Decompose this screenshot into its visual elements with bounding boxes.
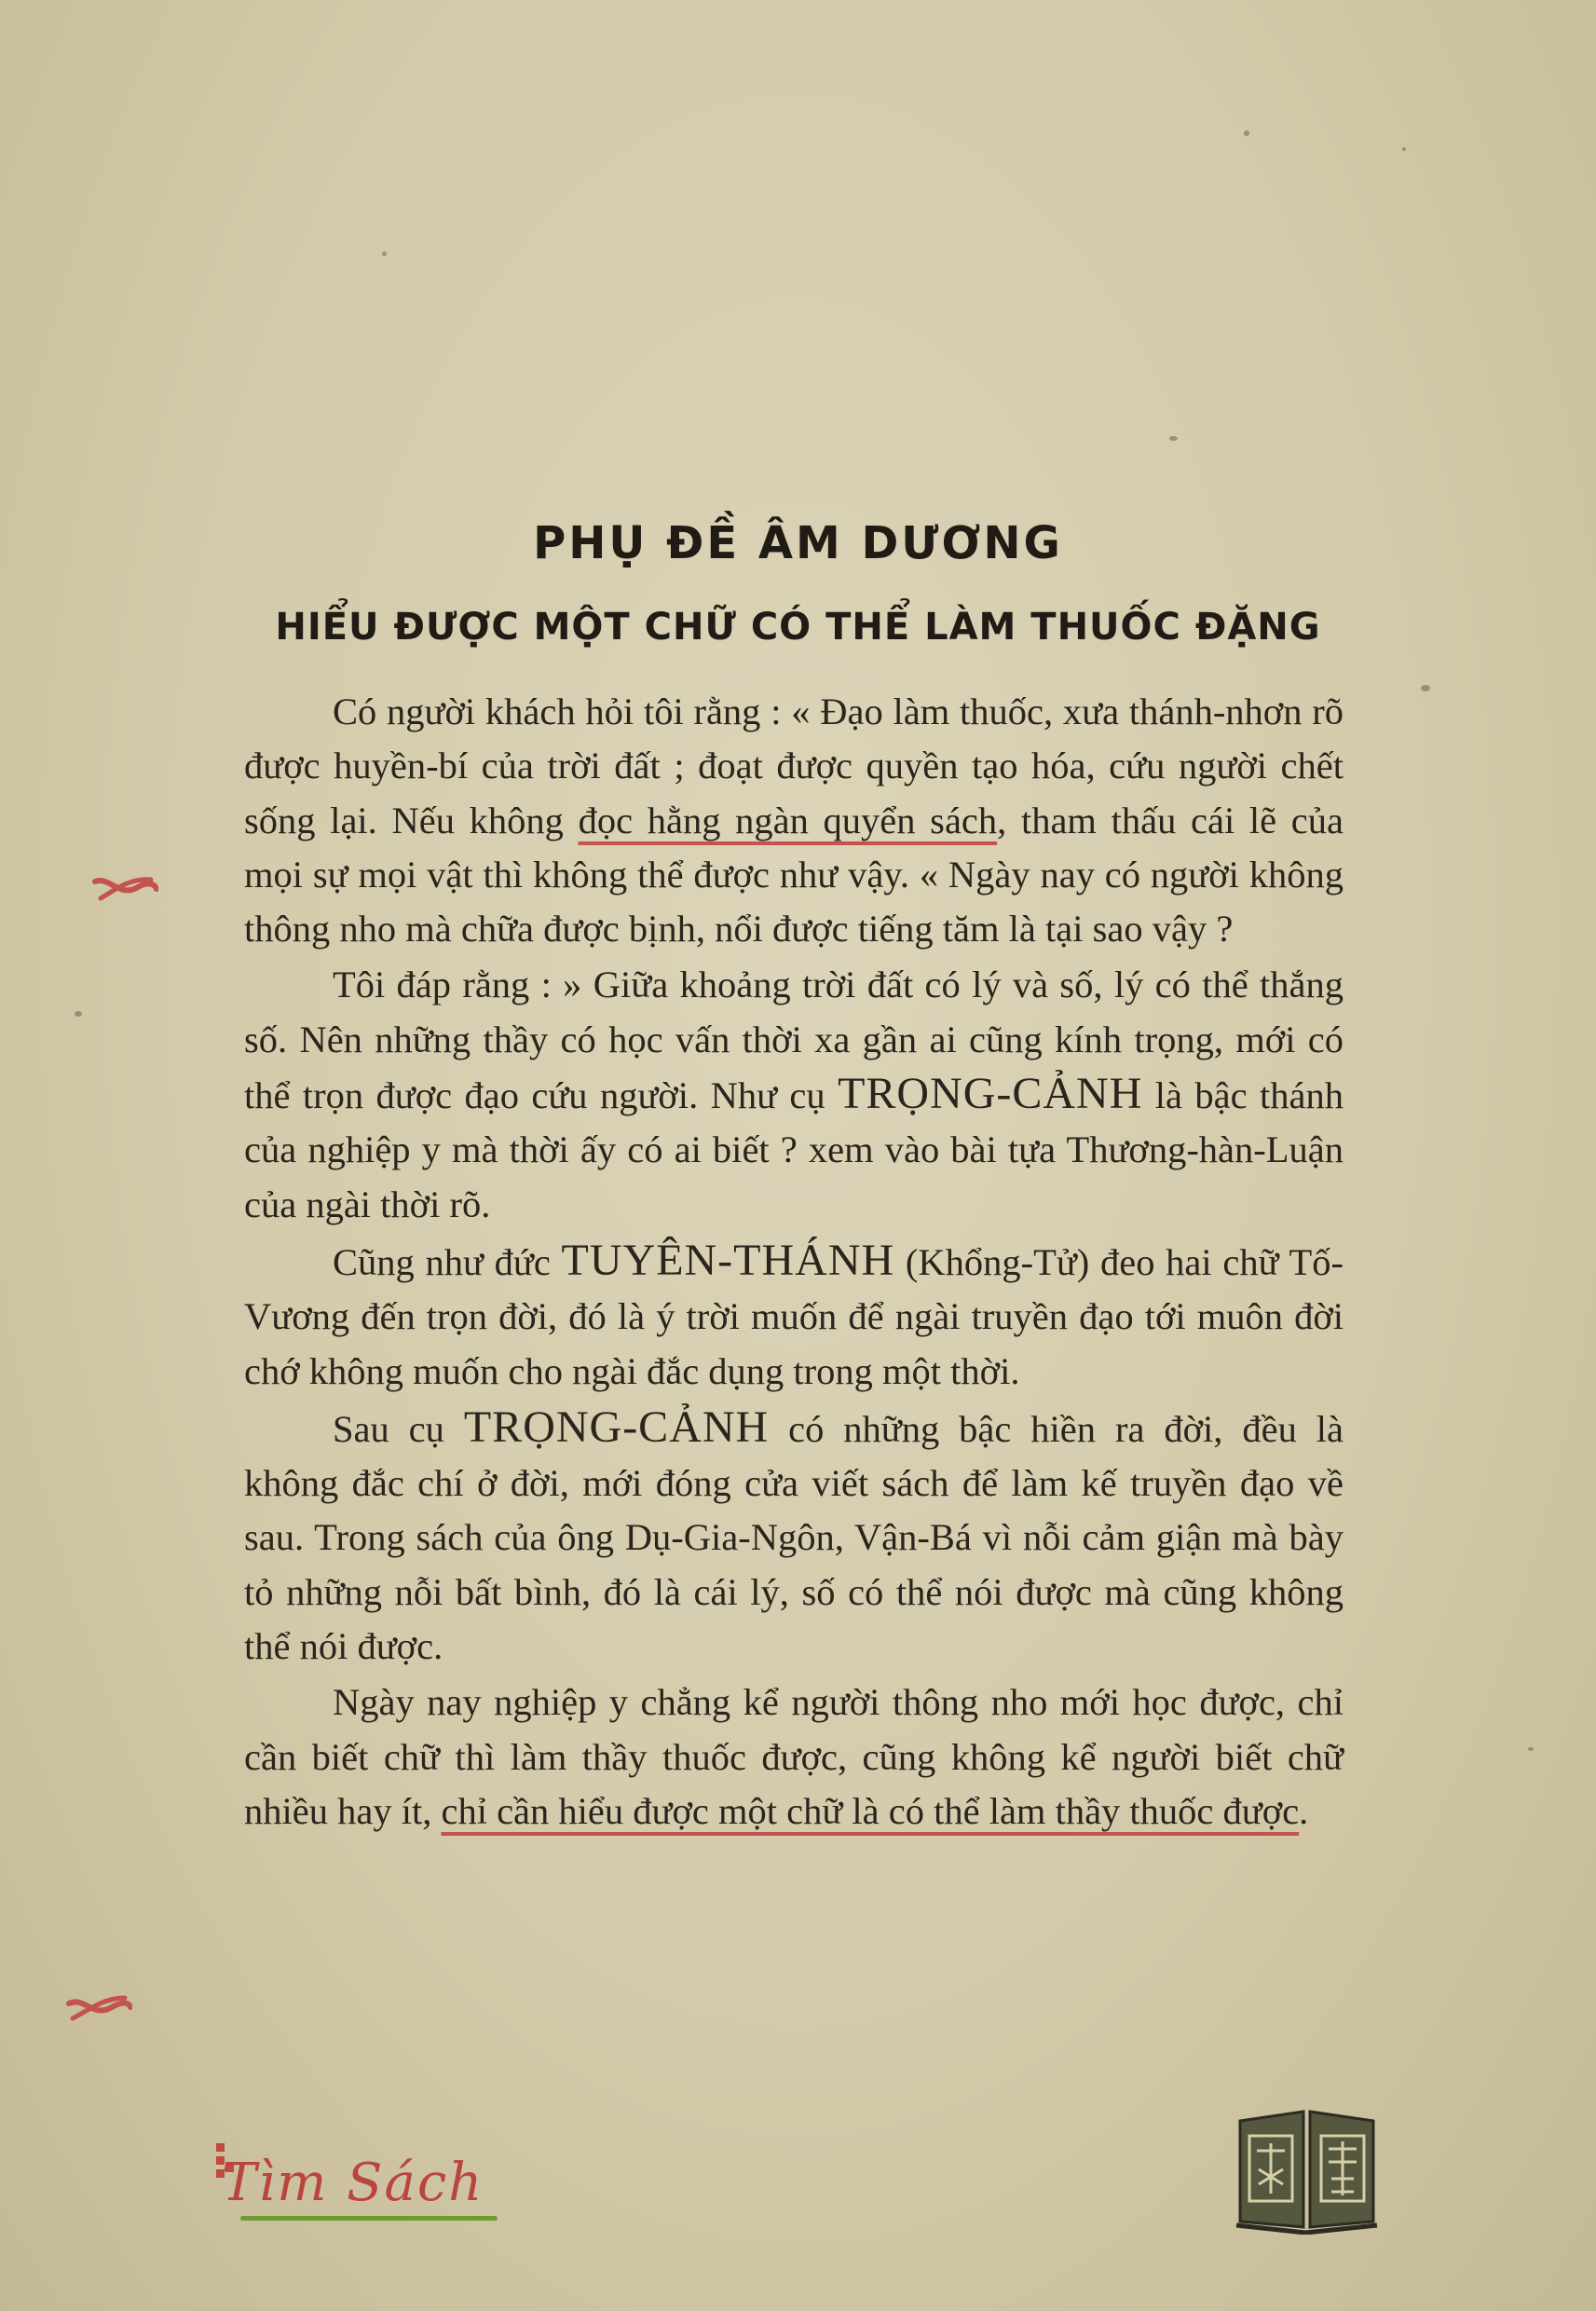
page-subtitle: HIỂU ĐƯỢC MỘT CHỮ CÓ THỂ LÀM THUỐC ĐẶNG bbox=[275, 606, 1321, 649]
paragraph-5-text-start: Ngày nay nghiệp y chẳng kể người thông nho mới học được, chỉ cần biết chữ thì làm thầy thuốc được, cũng không kể người biết chữ nhiều hay ít, bbox=[244, 1681, 1344, 1832]
paper-speck bbox=[382, 252, 387, 256]
paragraph-2-text-start: Tôi đáp rằng : » Giữa khoảng trời đất có lý và số, lý có thể thắng số. Nên những thầy có học vấn thời xa gần ai cũng kính trọng, mới có thể trọn được đạo cứu người. Như cụ bbox=[244, 964, 1344, 1117]
margin-mark-icon bbox=[91, 874, 158, 902]
paragraph-1-text-end: , tham thấu cái lẽ của mọi sự mọi vật thì không thể được như vậy. « Ngày nay có người không thông nho mà chữa được bịnh, nổi được tiếng tăm là tại sao vậy ? bbox=[244, 799, 1344, 950]
paragraph-5 bbox=[244, 1675, 1344, 1839]
paper-speck bbox=[1244, 130, 1249, 136]
paper-speck bbox=[75, 1011, 82, 1017]
paragraph-4-name: TRỌNG-CẢNH bbox=[463, 1402, 770, 1452]
body-text bbox=[244, 685, 1344, 1839]
paper-speck bbox=[1421, 685, 1430, 691]
paper-speck bbox=[1528, 1747, 1534, 1751]
paragraph-5-highlight: chỉ cần hiểu được một chữ là có thể làm thầy thuốc được bbox=[441, 1789, 1300, 1832]
paragraph-4-text-end: có những bậc hiền ra đời, đều là không đắc chí ở đời, mới đóng cửa viết sách để làm kế truyền đạo về sau. Trong sách của ông Dụ-Gia-Ngôn, Vận-Bá vì nỗi cảm giận mà bày tỏ những nỗi bất bình, đó là cái lý, số có thể nói được mà cũng không thể nói được. bbox=[244, 1407, 1344, 1668]
paragraph-3 bbox=[244, 1234, 1344, 1399]
book-stamp-icon bbox=[1235, 2104, 1379, 2235]
paragraph-1 bbox=[244, 685, 1344, 956]
page-title: PHỤ ĐỀ ÂM DƯƠNG bbox=[533, 517, 1063, 569]
paragraph-2 bbox=[244, 958, 1344, 1231]
paragraph-3-text-start: Cũng như đức bbox=[333, 1240, 562, 1283]
paragraph-3-name: TUYÊN-THÁNH bbox=[561, 1235, 895, 1285]
paragraph-3-text-end: (Khổng-Tử) đeo hai chữ Tố-Vương đến trọn đời, đó là ý trời muốn để ngài truyền đạo tới muôn đời chớ không muốn cho ngài đắc dụng trong một thời. bbox=[244, 1240, 1344, 1392]
paragraph-1-highlight: đọc hằng ngàn quyển sách bbox=[578, 799, 998, 841]
paper-speck bbox=[1169, 436, 1178, 441]
paper-speck bbox=[1402, 147, 1406, 151]
paragraph-4-text-start: Sau cụ bbox=[333, 1407, 464, 1450]
margin-mark-icon bbox=[65, 1994, 132, 2022]
logo-underline bbox=[240, 2216, 498, 2221]
paragraph-2-text-end: là bậc thánh của nghiệp y mà thời ấy có ai biết ? xem vào bài tựa Thương-hàn-Luận của ngài thời rõ. bbox=[244, 1074, 1344, 1225]
paragraph-2-name: TRỌNG-CẢNH bbox=[838, 1069, 1143, 1119]
paragraph-5-text-end: . bbox=[1299, 1789, 1309, 1832]
watermark-logo-text: Tìm Sách bbox=[222, 2153, 484, 2213]
paragraph-1-text-start: Có người khách hỏi tôi rằng : « Đạo làm thuốc, xưa thánh-nhơn rõ được huyền-bí của trời đất ; đoạt được quyền tạo hóa, cứu người chết sống lại. Nếu không bbox=[244, 691, 1344, 841]
paragraph-4 bbox=[244, 1401, 1344, 1674]
